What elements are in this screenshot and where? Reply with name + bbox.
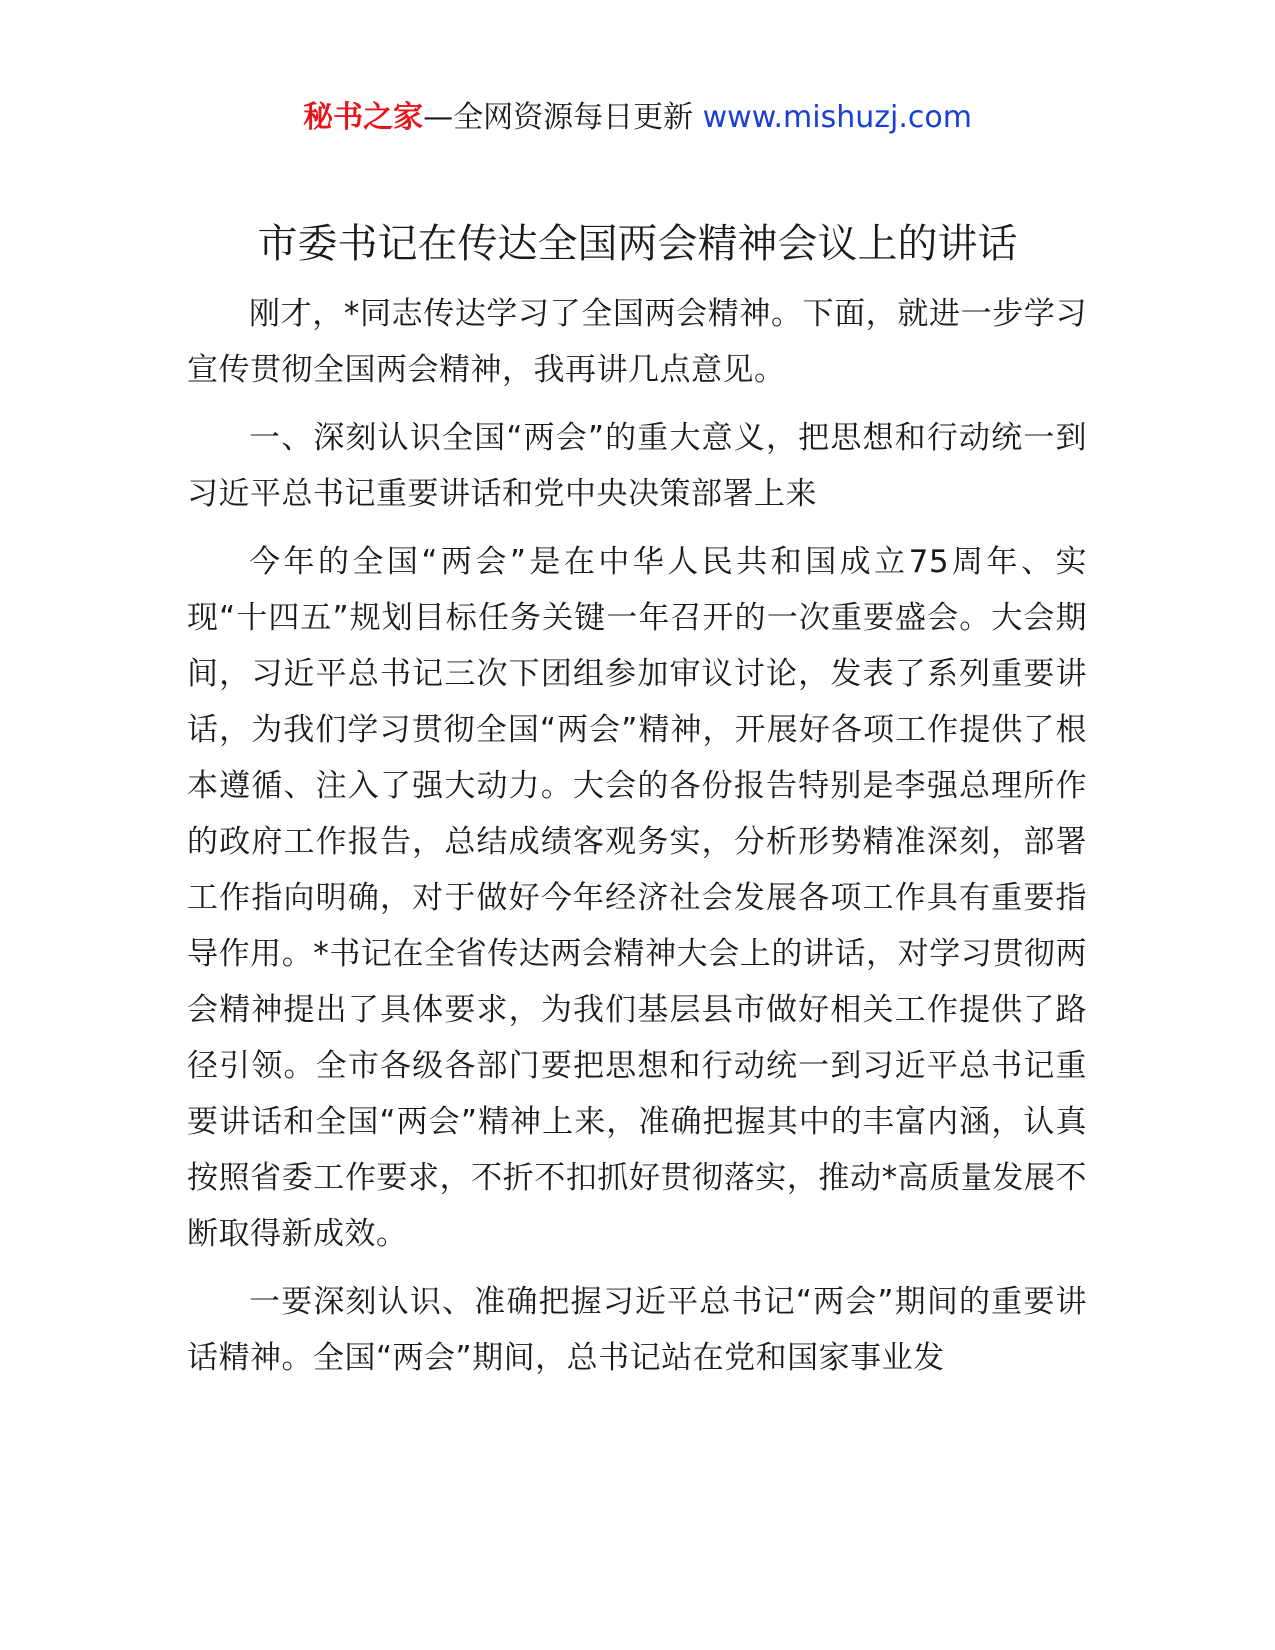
site-url-link[interactable]: www.mishuzj.com bbox=[702, 100, 972, 135]
paragraph-intro: 刚才，*同志传达学习了全国两会精神。下面，就进一步学习宣传贯彻全国两会精神，我再讲几点意见。 bbox=[187, 296, 1087, 388]
site-header bbox=[0, 96, 1275, 140]
paragraph-significance: 今年的全国“两会”是在中华人民共和国成立75周年、实现“十四五”规划目标任务关键一年召开的一次重要盛会。大会期间，习近平总书记三次下团组参加审议讨论，发表了系列重要讲话，为我们学习贯彻全国“两会”精神，开展好各项工作提供了根本遵循、注入了强大动力。大会的各份报告特别是李强总理所作的政府工作报告，总结成绩客观务实，分析形势精准深刻，部署工作指向明确，对于做好今年经济社会发展各项工作具有重要指导作用。*书记在全省传达两会精神大会上的讲话，对学习贯彻两会精神提出了具体要求，为我们基层县市做好相关工作提供了路径引领。全市各级各部门要把思想和行动统一到习近平总书记重要讲话和全国“两会”精神上来，准确把握其中的丰富内涵，认真按照省委工作要求，不折不扣抓好贯彻落实，推动*高质量发展不断取得新成效。 bbox=[187, 544, 1087, 1252]
site-brand: 秘书之家 bbox=[303, 100, 424, 135]
paragraph-point-one: 一要深刻认识、准确把握习近平总书记“两会”期间的重要讲话精神。全国“两会”期间，总书记站在党和国家事业发 bbox=[187, 1284, 1087, 1376]
section-heading-one: 一、深刻认识全国“两会”的重大意义，把思想和行动统一到习近平总书记重要讲话和党中央决策部署上来 bbox=[187, 420, 1087, 512]
document-body bbox=[187, 286, 1087, 1398]
document-title: 市委书记在传达全国两会精神会议上的讲话 bbox=[257, 221, 1018, 267]
site-tagline: —全网资源每日更新 bbox=[423, 100, 703, 135]
